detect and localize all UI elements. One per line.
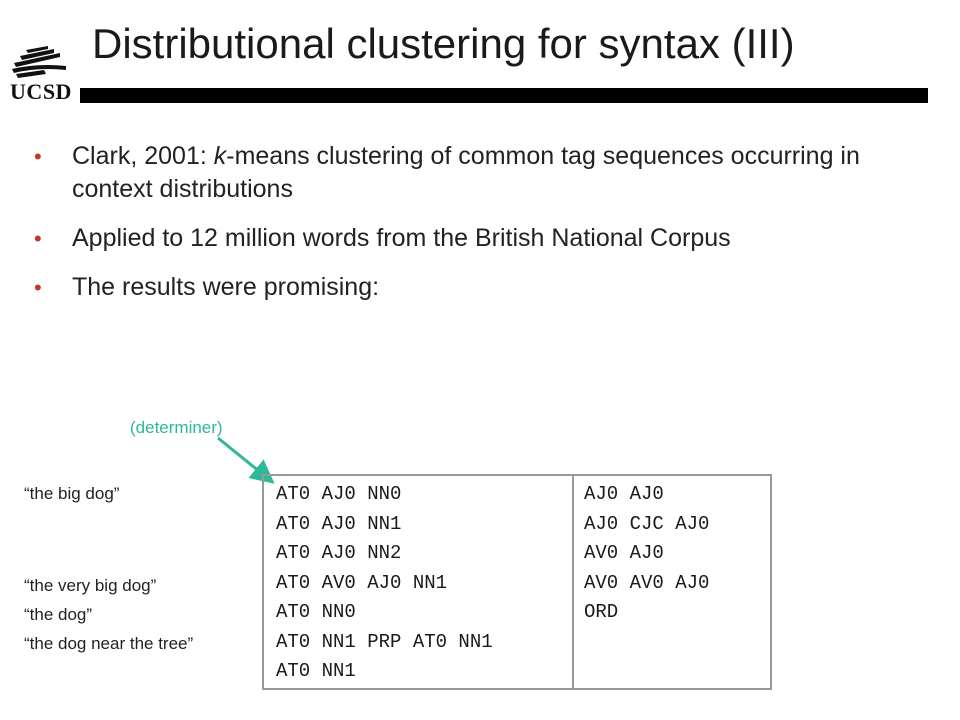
tag-sequence: AT0 AJ0 NN0: [276, 483, 402, 505]
tag-sequence: AJ0 CJC AJ0: [584, 512, 710, 535]
bullet-dot: •: [34, 226, 42, 251]
example-phrase: “the big dog”: [24, 484, 120, 503]
determiner-label: (determiner): [130, 418, 223, 437]
cluster-column-right: [584, 480, 709, 628]
tag-sequence: ORD: [584, 601, 619, 623]
tag-sequence: AT0 NN1 PRP AT0 NN1: [276, 630, 493, 653]
table-divider: [572, 476, 574, 688]
tag-sequence: AV0 AV0 AJ0: [584, 571, 710, 594]
tag-sequence: AT0 AJ0 NN1: [276, 512, 402, 535]
bullet-list: [30, 140, 910, 320]
tag-sequence: AJ0 AJ0: [584, 483, 664, 505]
example-phrase: “the dog near the tree”: [24, 634, 194, 653]
bullet-item: [30, 222, 910, 255]
bullet-text-em: k: [213, 142, 227, 170]
tag-sequence: AV0 AJ0: [584, 542, 664, 564]
cluster-column-left: [276, 480, 493, 687]
logo-text: UCSD: [10, 79, 72, 104]
bullet-dot: •: [34, 275, 42, 300]
bullet-dot: •: [34, 144, 42, 169]
tag-sequence: AT0 NN1: [276, 660, 356, 682]
bullet-text-pre: Applied to 12 million words from the British National Corpus: [72, 224, 731, 252]
bullet-item: [30, 140, 910, 206]
title-rule: [80, 88, 928, 103]
example-phrase: “the dog”: [24, 605, 93, 624]
bullet-text-post: -means clustering of common tag sequences occurring in context distributions: [72, 142, 860, 203]
tag-sequence: AT0 AV0 AJ0 NN1: [276, 571, 448, 594]
bullet-item: [30, 271, 910, 304]
page-title: Distributional clustering for syntax (III): [92, 20, 795, 67]
bullet-text-pre: The results were promising:: [72, 273, 380, 301]
tag-sequence: AT0 NN0: [276, 601, 356, 623]
tag-sequence: AT0 AJ0 NN2: [276, 542, 402, 564]
tag-sequence-table: [262, 474, 772, 690]
example-phrase: “the very big dog”: [24, 576, 157, 595]
bullet-text-pre: Clark, 2001:: [72, 142, 214, 170]
